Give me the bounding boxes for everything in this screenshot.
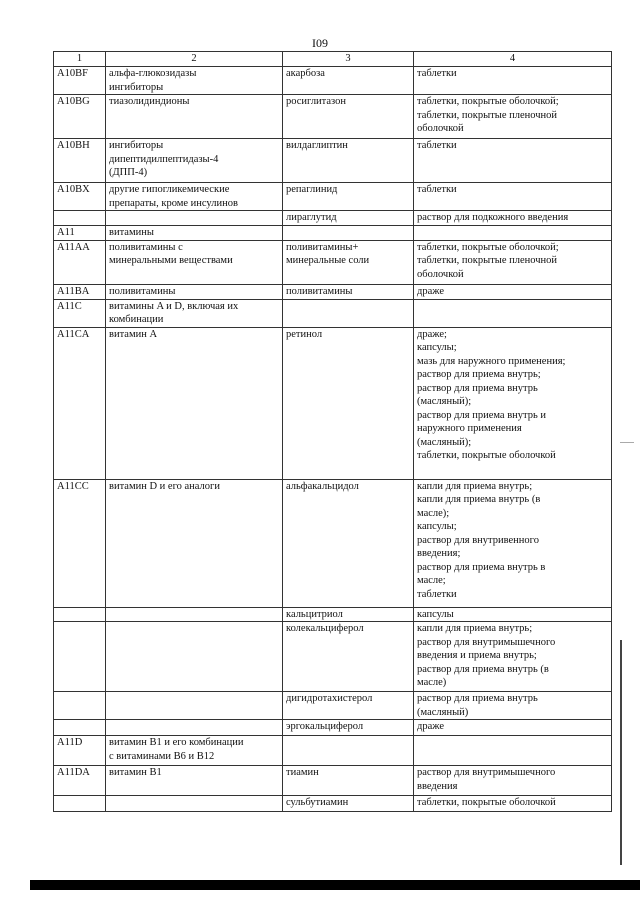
group-cell-line: минеральными веществами [109, 255, 233, 266]
group-cell-line: витамины [109, 227, 154, 238]
table-body [54, 52, 612, 812]
code-cell [54, 327, 106, 479]
drug-cell-line: дигидротахистерол [286, 693, 373, 704]
dosage-form-cell [414, 67, 612, 95]
dosage-form-cell-line: раствор для внутримышечного [417, 636, 556, 648]
drug-cell [283, 299, 414, 327]
code-cell [54, 183, 106, 211]
table-header-row [54, 52, 612, 67]
drug-cell [283, 736, 414, 766]
group-cell [106, 95, 283, 139]
drug-cell [283, 766, 414, 796]
group-cell [106, 796, 283, 812]
dosage-form-cell-line: таблетки [417, 588, 457, 600]
drug-cell [283, 327, 414, 479]
scan-edge-mark [620, 640, 622, 865]
group-cell-line: тиазолидиндионы [109, 96, 190, 107]
drug-cell [283, 67, 414, 95]
group-cell [106, 240, 283, 284]
group-cell [106, 479, 283, 607]
drug-cell-line: поливитамины+ [286, 241, 359, 253]
dosage-form-cell-line: таблетки [417, 140, 457, 151]
group-cell-line: альфа-глюкозидазы [109, 68, 197, 79]
header-col-3: 3 [283, 52, 414, 67]
group-cell [106, 211, 283, 226]
code-cell-line: A11C [57, 300, 82, 312]
code-cell [54, 240, 106, 284]
dosage-form-cell-line: таблетки, покрытые оболочкой; [417, 241, 559, 253]
dosage-form-cell [414, 211, 612, 226]
dosage-form-cell-line: введения [417, 780, 458, 792]
group-cell [106, 692, 283, 720]
group-cell [106, 622, 283, 692]
table-row [54, 299, 612, 327]
table-row [54, 736, 612, 766]
code-cell-line: A10BG [57, 96, 90, 107]
drug-cell [283, 240, 414, 284]
group-cell [106, 67, 283, 95]
group-cell [106, 284, 283, 299]
drug-cell [283, 796, 414, 812]
code-cell [54, 479, 106, 607]
code-cell-line: A10BH [57, 140, 90, 151]
drug-cell-line: колекальциферол [286, 623, 364, 634]
dosage-form-cell [414, 240, 612, 284]
group-cell-line: витамин B1 и его комбинации [109, 737, 244, 748]
code-cell-line: A11D [57, 737, 83, 748]
dosage-form-cell-line: раствор для внутривенного [417, 534, 539, 546]
dosage-form-cell-line: таблетки, покрытые оболочкой [417, 797, 556, 808]
drug-cell [283, 622, 414, 692]
header-col-1: 1 [54, 52, 106, 67]
drug-cell [283, 479, 414, 607]
drug-cell-line: акарбоза [286, 68, 325, 79]
dosage-form-cell [414, 183, 612, 211]
dosage-form-cell-line: масле; [417, 575, 446, 586]
header-col-4: 4 [414, 52, 612, 67]
dosage-form-cell-line: капли для приема внутрь; [417, 623, 533, 634]
drug-cell-line: тиамин [286, 767, 319, 778]
dosage-form-cell [414, 736, 612, 766]
drug-cell [283, 607, 414, 622]
table-row [54, 622, 612, 692]
dosage-form-cell [414, 622, 612, 692]
drug-cell [283, 692, 414, 720]
code-cell [54, 211, 106, 226]
dosage-form-cell [414, 796, 612, 812]
drug-cell [283, 183, 414, 211]
drug-cell [283, 211, 414, 226]
code-cell [54, 720, 106, 736]
dosage-form-cell-line: введения и приема внутрь; [417, 650, 537, 661]
dosage-form-cell [414, 607, 612, 622]
group-cell [106, 226, 283, 241]
drug-cell-line: сульбутиамин [286, 797, 349, 808]
code-cell-line: A11 [57, 227, 75, 238]
drug-cell-line: альфакальцидол [286, 480, 359, 492]
table-row [54, 226, 612, 241]
dosage-form-cell-line: оболочкой [417, 123, 464, 134]
code-cell [54, 692, 106, 720]
table-row [54, 692, 612, 720]
drug-cell [283, 139, 414, 183]
drug-cell-line: репаглинид [286, 184, 338, 195]
code-cell [54, 226, 106, 241]
drug-cell-line: лираглутид [286, 212, 337, 223]
drug-cell [283, 720, 414, 736]
code-cell-line: A10BX [57, 184, 90, 195]
table-row [54, 67, 612, 95]
drug-cell-line: росиглитазон [286, 96, 347, 107]
page-number: I09 [312, 36, 328, 50]
drug-cell-line: минеральные соли [286, 255, 370, 266]
dosage-form-cell [414, 299, 612, 327]
dosage-form-cell [414, 95, 612, 139]
table-row [54, 139, 612, 183]
group-cell-line: ингибиторы [109, 81, 164, 93]
code-cell [54, 607, 106, 622]
group-cell-line: другие гипогликемические [109, 184, 230, 195]
dosage-form-cell [414, 720, 612, 736]
dosage-form-cell-line: раствор для приема внутрь [417, 382, 538, 394]
dosage-form-cell-line: драже [417, 285, 445, 297]
group-cell-line: витамины A и D, включая их [109, 300, 239, 312]
dosage-form-cell-line: раствор для подкожного введения [417, 212, 569, 223]
drug-cell [283, 226, 414, 241]
code-cell-line: A11DA [57, 767, 90, 778]
code-cell [54, 284, 106, 299]
group-cell [106, 139, 283, 183]
dosage-form-cell-line: капсулы; [417, 521, 457, 532]
scan-tick-mark [620, 442, 634, 443]
dosage-form-cell-line: капли для приема внутрь; [417, 480, 533, 492]
code-cell [54, 622, 106, 692]
dosage-form-cell [414, 692, 612, 720]
header-col-2: 2 [106, 52, 283, 67]
dosage-form-cell-line: (масляный) [417, 706, 469, 718]
table-row [54, 607, 612, 622]
dosage-form-cell-line: раствор для приема внутрь; [417, 369, 541, 380]
drug-cell-line: вилдаглиптин [286, 140, 348, 151]
dosage-form-cell-line: оболочкой [417, 268, 464, 280]
dosage-form-cell-line: таблетки, покрытые пленочной [417, 255, 558, 266]
group-cell-line: поливитамины с [109, 241, 183, 253]
group-cell [106, 607, 283, 622]
dosage-form-cell [414, 479, 612, 607]
code-cell [54, 67, 106, 95]
dosage-form-cell-line: капсулы; [417, 342, 457, 353]
code-cell-line: A10BF [57, 68, 88, 79]
dosage-form-cell-line: таблетки, покрытые пленочной [417, 109, 558, 121]
table-row [54, 211, 612, 226]
dosage-form-cell-line: таблетки [417, 184, 457, 195]
group-cell [106, 327, 283, 479]
code-cell-line: A11CC [57, 480, 89, 492]
group-cell-line: витамин A [109, 328, 158, 340]
group-cell-line: препараты, кроме инсулинов [109, 197, 238, 209]
dosage-form-cell-line: масле) [417, 677, 447, 688]
group-cell-line: витамин B1 [109, 767, 162, 778]
group-cell [106, 183, 283, 211]
group-cell [106, 299, 283, 327]
dosage-form-cell [414, 139, 612, 183]
drug-cell-line: ретинол [286, 328, 323, 340]
dosage-form-cell [414, 226, 612, 241]
table-row [54, 183, 612, 211]
code-cell-line: A11BA [57, 285, 90, 297]
dosage-form-cell-line: драже; [417, 328, 447, 340]
dosage-form-cell-line: раствор для приема внутрь [417, 693, 538, 704]
table-row [54, 766, 612, 796]
dosage-form-cell-line: введения; [417, 548, 461, 559]
dosage-form-cell [414, 284, 612, 299]
dosage-form-cell-line: драже [417, 721, 445, 732]
code-cell [54, 139, 106, 183]
group-cell-line: ингибиторы [109, 140, 164, 151]
table-row [54, 479, 612, 607]
table-row [54, 284, 612, 299]
scan-bottom-bar [30, 880, 640, 890]
drug-cell-line: эргокальциферол [286, 721, 364, 732]
dosage-form-cell-line: масле); [417, 507, 450, 519]
group-cell [106, 736, 283, 766]
dosage-form-cell [414, 327, 612, 479]
dosage-form-cell-line: капли для приема внутрь (в [417, 494, 541, 505]
drug-cell [283, 284, 414, 299]
table-row [54, 796, 612, 812]
dosage-form-cell-line: таблетки [417, 68, 457, 79]
code-cell [54, 736, 106, 766]
code-cell [54, 95, 106, 139]
group-cell-line: (ДПП-4) [109, 167, 148, 178]
group-cell-line: с витаминами B6 и B12 [109, 750, 215, 762]
dosage-form-cell-line: (масляный); [417, 396, 472, 407]
group-cell [106, 720, 283, 736]
dosage-form-cell-line: наружного применения [417, 423, 522, 434]
dosage-form-cell-line: мазь для наружного применения; [417, 355, 566, 367]
table-row [54, 240, 612, 284]
group-cell [106, 766, 283, 796]
dosage-form-cell-line: таблетки, покрытые оболочкой; [417, 96, 559, 107]
dosage-form-cell-line: раствор для приема внутрь в [417, 561, 546, 573]
drug-cell-line: поливитамины [286, 285, 353, 297]
group-cell-line: дипептидилпептидазы-4 [109, 153, 219, 165]
table-row [54, 720, 612, 736]
drug-cell [283, 95, 414, 139]
code-cell [54, 796, 106, 812]
group-cell-line: комбинации [109, 314, 164, 325]
dosage-form-cell-line: раствор для приема внутрь и [417, 409, 547, 421]
dosage-form-cell-line: (масляный); [417, 436, 472, 448]
table-row [54, 95, 612, 139]
drug-cell-line: кальцитриол [286, 608, 343, 620]
group-cell-line: поливитамины [109, 285, 176, 297]
dosage-form-cell-line: раствор для приема внутрь (в [417, 663, 549, 675]
code-cell-line: A11CA [57, 328, 90, 340]
dosage-form-cell-line: раствор для внутримышечного [417, 767, 556, 778]
group-cell-line: витамин D и его аналоги [109, 480, 220, 492]
table-row [54, 327, 612, 479]
dosage-form-cell [414, 766, 612, 796]
dosage-form-cell-line: таблетки, покрытые оболочкой [417, 450, 556, 461]
dosage-form-cell-line: капсулы [417, 608, 454, 620]
code-cell [54, 766, 106, 796]
code-cell-line: A11AA [57, 241, 90, 253]
drug-registry-table [53, 51, 612, 812]
code-cell [54, 299, 106, 327]
